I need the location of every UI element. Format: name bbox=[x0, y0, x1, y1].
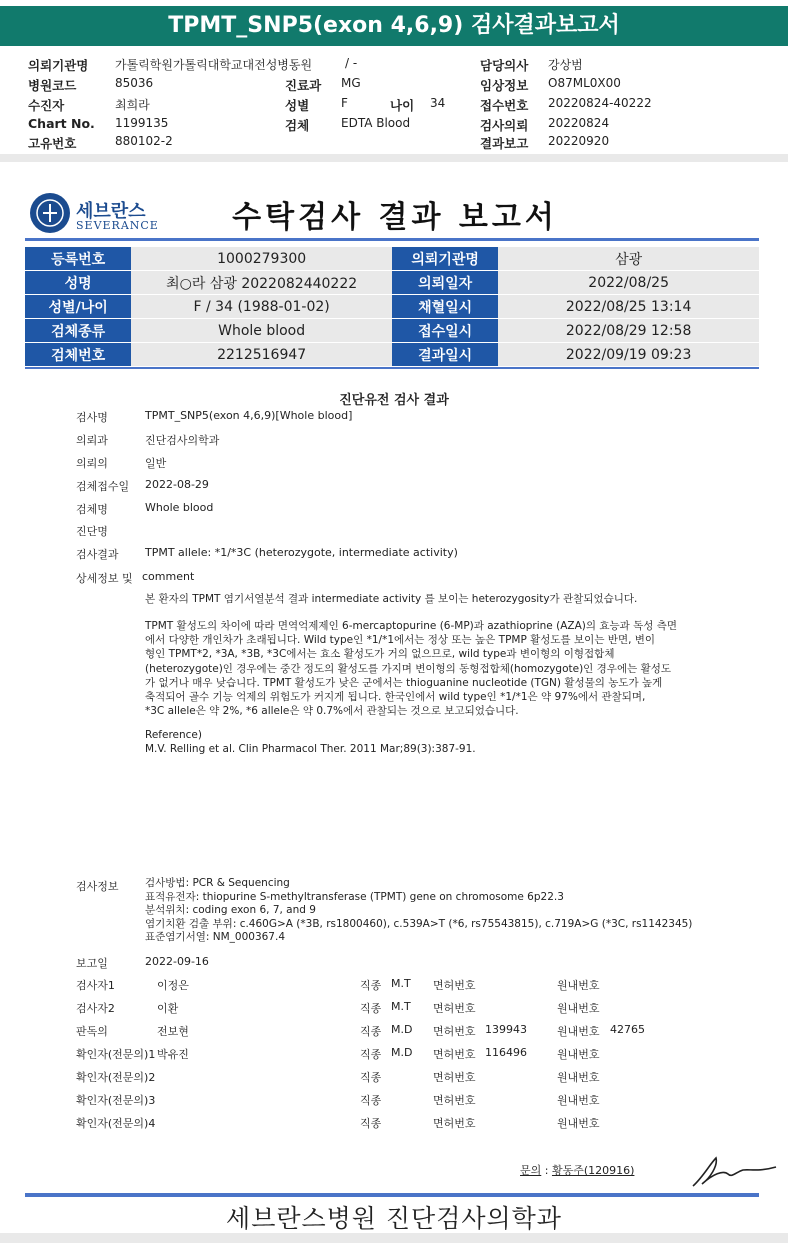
header-value: 85036 bbox=[115, 76, 154, 90]
staff-lic: 면허번호 bbox=[433, 1094, 476, 1107]
header-value: F bbox=[341, 96, 348, 110]
staff-won: 원내번호 bbox=[557, 1048, 600, 1061]
report-date-label: 보고일 bbox=[76, 957, 108, 970]
divider bbox=[0, 1233, 788, 1243]
header-label: 의뢰기관명 bbox=[28, 58, 89, 73]
header-label: 고유번호 bbox=[28, 136, 77, 151]
staff-name: 전보현 bbox=[157, 1025, 189, 1038]
staff-role: 검사자2 bbox=[76, 1002, 115, 1015]
header-ward: / - bbox=[345, 56, 358, 70]
info-label: 검체종류 bbox=[25, 319, 131, 343]
report-date: 2022-09-16 bbox=[145, 955, 209, 968]
staff-lic: 면허번호 bbox=[433, 1071, 476, 1084]
staff-jv: M.D bbox=[391, 1023, 413, 1036]
test-info-list bbox=[145, 877, 700, 945]
info-label: 의뢰일자 bbox=[392, 271, 498, 295]
header-value: 880102-2 bbox=[115, 134, 173, 148]
staff-jk: 직종 bbox=[360, 1048, 382, 1061]
reference-label: Reference) bbox=[145, 729, 202, 741]
header-label: 나이 bbox=[390, 98, 415, 113]
divider bbox=[0, 154, 788, 162]
info-value: 1000279300 bbox=[131, 247, 392, 271]
test-info-line: 표적유전자: thiopurine S-methyltransferase (TPMT) gene on chromosome 6p22.3 bbox=[145, 890, 564, 903]
info-label: 성별/나이 bbox=[25, 295, 131, 319]
staff-lic: 면허번호 bbox=[433, 1002, 476, 1015]
comment-line: 가 없거나 매우 낮습니다. TPMT 활성도가 낮은 군에서는 thioguanine nucleotide (TGN) 활성물의 농도가 높게 bbox=[145, 676, 663, 689]
detail-label: 검사명 bbox=[76, 411, 108, 424]
header-value: 20220824-40222 bbox=[548, 96, 652, 110]
comment-line: 형인 TPMT*2, *3A, *3B, *3C에서는 효소 활성도가 거의 없으므로, wild type과 변이형의 이형접합체 bbox=[145, 648, 615, 661]
inquiry-label: 문의 bbox=[520, 1164, 542, 1177]
info-value: 2212516947 bbox=[131, 343, 392, 367]
staff-jk: 직종 bbox=[360, 1002, 382, 1015]
severance-logo-icon bbox=[30, 193, 70, 233]
staff-won: 원내번호 bbox=[557, 1025, 600, 1038]
info-row bbox=[25, 295, 759, 319]
staff-role: 확인자(전문의)2 bbox=[76, 1071, 156, 1084]
info-value: 삼광 bbox=[498, 247, 759, 271]
test-info-label: 검사정보 bbox=[76, 880, 119, 893]
header-value: EDTA Blood bbox=[341, 116, 411, 130]
staff-won: 원내번호 bbox=[557, 1094, 600, 1107]
header-value: 20220920 bbox=[548, 134, 610, 148]
staff-lic: 면허번호 bbox=[433, 1117, 476, 1130]
staff-jk: 직종 bbox=[360, 1094, 382, 1107]
detail-label: 의뢰과 bbox=[76, 434, 108, 447]
footer-department: 세브란스병원 진단검사의학과 bbox=[226, 1204, 562, 1233]
info-row bbox=[25, 247, 759, 271]
divider bbox=[25, 238, 759, 241]
staff-won: 원내번호 bbox=[557, 979, 600, 992]
staff-licv: 139943 bbox=[485, 1023, 527, 1036]
comment-paragraph-1: 본 환자의 TPMT 염기서열분석 결과 intermediate activity 를 보이는 heterozygosity가 관찰되었습니다. bbox=[145, 593, 638, 605]
header-label: 검체 bbox=[285, 118, 310, 133]
test-info-line: 염기치환 검출 부위: c.460G>A (*3B, rs1800460), c.539A>T (*6, rs75543815), c.719A>G (*3C, rs1142345) bbox=[145, 917, 693, 930]
page-title: 수탁검사 결과 보고서 bbox=[232, 200, 558, 235]
staff-wonv: 42765 bbox=[610, 1023, 645, 1036]
staff-lic: 면허번호 bbox=[433, 979, 476, 992]
header-label: 성별 bbox=[285, 98, 310, 113]
header-label: 접수번호 bbox=[480, 98, 529, 113]
info-value: 2022/08/25 13:14 bbox=[498, 295, 759, 319]
report-title-bar bbox=[0, 6, 788, 46]
comment-line: TPMT 활성도의 차이에 따라 면역억제제인 6-mercaptopurine (6-MP)과 azathioprine (AZA)의 효능과 독성 측면 bbox=[145, 620, 678, 632]
detail-value: TPMT allele: *1/*3C (heterozygote, intermediate activity) bbox=[145, 546, 458, 559]
detail-label: 검사결과 bbox=[76, 548, 119, 561]
detail-value: 진단검사의학과 bbox=[145, 434, 220, 447]
detail-value: Whole blood bbox=[145, 501, 214, 514]
info-value: 2022/09/19 09:23 bbox=[498, 343, 759, 367]
header-label: Chart No. bbox=[28, 116, 95, 131]
header-value: 20220824 bbox=[548, 116, 610, 130]
comment-line: 축적되어 골수 기능 억제의 위험도가 커지게 됩니다. 한국인에서 wild type인 *1/*1은 약 97%에서 관찰되며, bbox=[145, 691, 646, 704]
divider bbox=[25, 1193, 759, 1197]
header-value: 1199135 bbox=[115, 116, 169, 130]
logo-sub: SEVERANCE bbox=[76, 219, 159, 232]
info-label: 검체번호 bbox=[25, 343, 131, 367]
inquiry-value: 황동주(120916) bbox=[551, 1164, 635, 1177]
header-label: 진료과 bbox=[285, 78, 322, 93]
header-label: 병원코드 bbox=[28, 78, 77, 93]
test-info-line: 검사방법: PCR & Sequencing bbox=[145, 877, 290, 889]
comment-paragraph-2 bbox=[145, 619, 700, 718]
inquiry bbox=[520, 1162, 634, 1178]
header-label: 검사의뢰 bbox=[480, 118, 529, 133]
staff-jv: M.T bbox=[391, 1000, 411, 1013]
test-info-line: 표준염기서열: NM_000367.4 bbox=[145, 931, 285, 943]
detail-label: 진단명 bbox=[76, 525, 108, 538]
info-row bbox=[25, 271, 759, 295]
info-value: 2022/08/25 bbox=[498, 271, 759, 295]
info-value: 최○라 삼광 2022082440222 bbox=[131, 271, 392, 295]
reference-text: M.V. Relling et al. Clin Pharmacol Ther. 2011 Mar;89(3):387-91. bbox=[145, 743, 476, 755]
detail-label: 검체명 bbox=[76, 503, 108, 516]
info-label: 성명 bbox=[25, 271, 131, 295]
staff-won: 원내번호 bbox=[557, 1071, 600, 1084]
staff-role: 판독의 bbox=[76, 1025, 108, 1038]
header-value: MG bbox=[341, 76, 361, 90]
logo-name: 세브란스 bbox=[76, 201, 146, 222]
staff-name: 박유진 bbox=[157, 1048, 189, 1061]
staff-role: 확인자(전문의)1 bbox=[76, 1048, 156, 1061]
staff-won: 원내번호 bbox=[557, 1117, 600, 1130]
header-value: 34 bbox=[430, 96, 446, 110]
header-value: 최희라 bbox=[115, 98, 150, 112]
staff-lic: 면허번호 bbox=[433, 1025, 476, 1038]
header-label: 결과보고 bbox=[480, 136, 529, 151]
staff-won: 원내번호 bbox=[557, 1002, 600, 1015]
info-row bbox=[25, 319, 759, 343]
staff-jv: M.T bbox=[391, 977, 411, 990]
header-label: 담당의사 bbox=[480, 58, 529, 73]
staff-jk: 직종 bbox=[360, 979, 382, 992]
staff-name: 이환 bbox=[157, 1002, 179, 1015]
patient-info-table bbox=[25, 247, 759, 367]
staff-role: 검사자1 bbox=[76, 979, 115, 992]
inquiry-colon: : bbox=[544, 1164, 552, 1177]
info-value: F / 34 (1988-01-02) bbox=[131, 295, 392, 319]
detail-label: 의뢰의 bbox=[76, 457, 108, 470]
detail-value: TPMT_SNP5(exon 4,6,9)[Whole blood] bbox=[145, 409, 353, 422]
staff-jk: 직종 bbox=[360, 1025, 382, 1038]
info-label: 채혈일시 bbox=[392, 295, 498, 319]
staff-jk: 직종 bbox=[360, 1117, 382, 1130]
staff-lic: 면허번호 bbox=[433, 1048, 476, 1061]
staff-role: 확인자(전문의)3 bbox=[76, 1094, 156, 1107]
header-value: O87ML0X00 bbox=[548, 76, 621, 90]
divider bbox=[25, 367, 759, 369]
header-label: 수진자 bbox=[28, 98, 65, 113]
section-title: 진단유전 검사 결과 bbox=[339, 393, 449, 408]
detail-value: 일반 bbox=[145, 457, 167, 470]
detail-value: 2022-08-29 bbox=[145, 478, 209, 491]
staff-name: 이정은 bbox=[157, 979, 189, 992]
staff-jk: 직종 bbox=[360, 1071, 382, 1084]
info-label: 의뢰기관명 bbox=[392, 247, 498, 271]
info-label: 접수일시 bbox=[392, 319, 498, 343]
staff-role: 확인자(전문의)4 bbox=[76, 1117, 156, 1130]
info-value: 2022/08/29 12:58 bbox=[498, 319, 759, 343]
comment-line: (heterozygote)인 경우에는 중간 정도의 활성도를 가지며 변이형의 동형접합체(homozygote)인 경우에는 활성도 bbox=[145, 662, 672, 675]
detail-label: 검체접수일 bbox=[76, 480, 130, 493]
staff-licv: 116496 bbox=[485, 1046, 527, 1059]
comment-label: 상세정보 및 bbox=[76, 572, 133, 585]
header-label: 임상정보 bbox=[480, 78, 529, 93]
info-value: Whole blood bbox=[131, 319, 392, 343]
header-value: 가톨릭학원가톨릭대학교대전성병동원 bbox=[115, 58, 313, 72]
comment-word: comment bbox=[142, 570, 195, 583]
report-title: TPMT_SNP5(exon 4,6,9) 검사결과보고서 bbox=[168, 13, 620, 38]
signature-icon bbox=[688, 1152, 783, 1196]
info-row bbox=[25, 343, 759, 367]
info-label: 등록번호 bbox=[25, 247, 131, 271]
info-label: 결과일시 bbox=[392, 343, 498, 367]
staff-jv: M.D bbox=[391, 1046, 413, 1059]
comment-line: 에서 다양한 개인차가 초래됩니다. Wild type인 *1/*1에서는 정상 또는 높은 TPMP 활성도를 보이는 반면, 변이 bbox=[145, 634, 656, 647]
test-info-line: 분석위치: coding exon 6, 7, and 9 bbox=[145, 904, 316, 916]
header-value: 강상범 bbox=[548, 58, 583, 72]
comment-line: *3C allele은 약 2%, *6 allele은 약 0.7%에서 관찰되는 것으로 보고되었습니다. bbox=[145, 705, 519, 718]
